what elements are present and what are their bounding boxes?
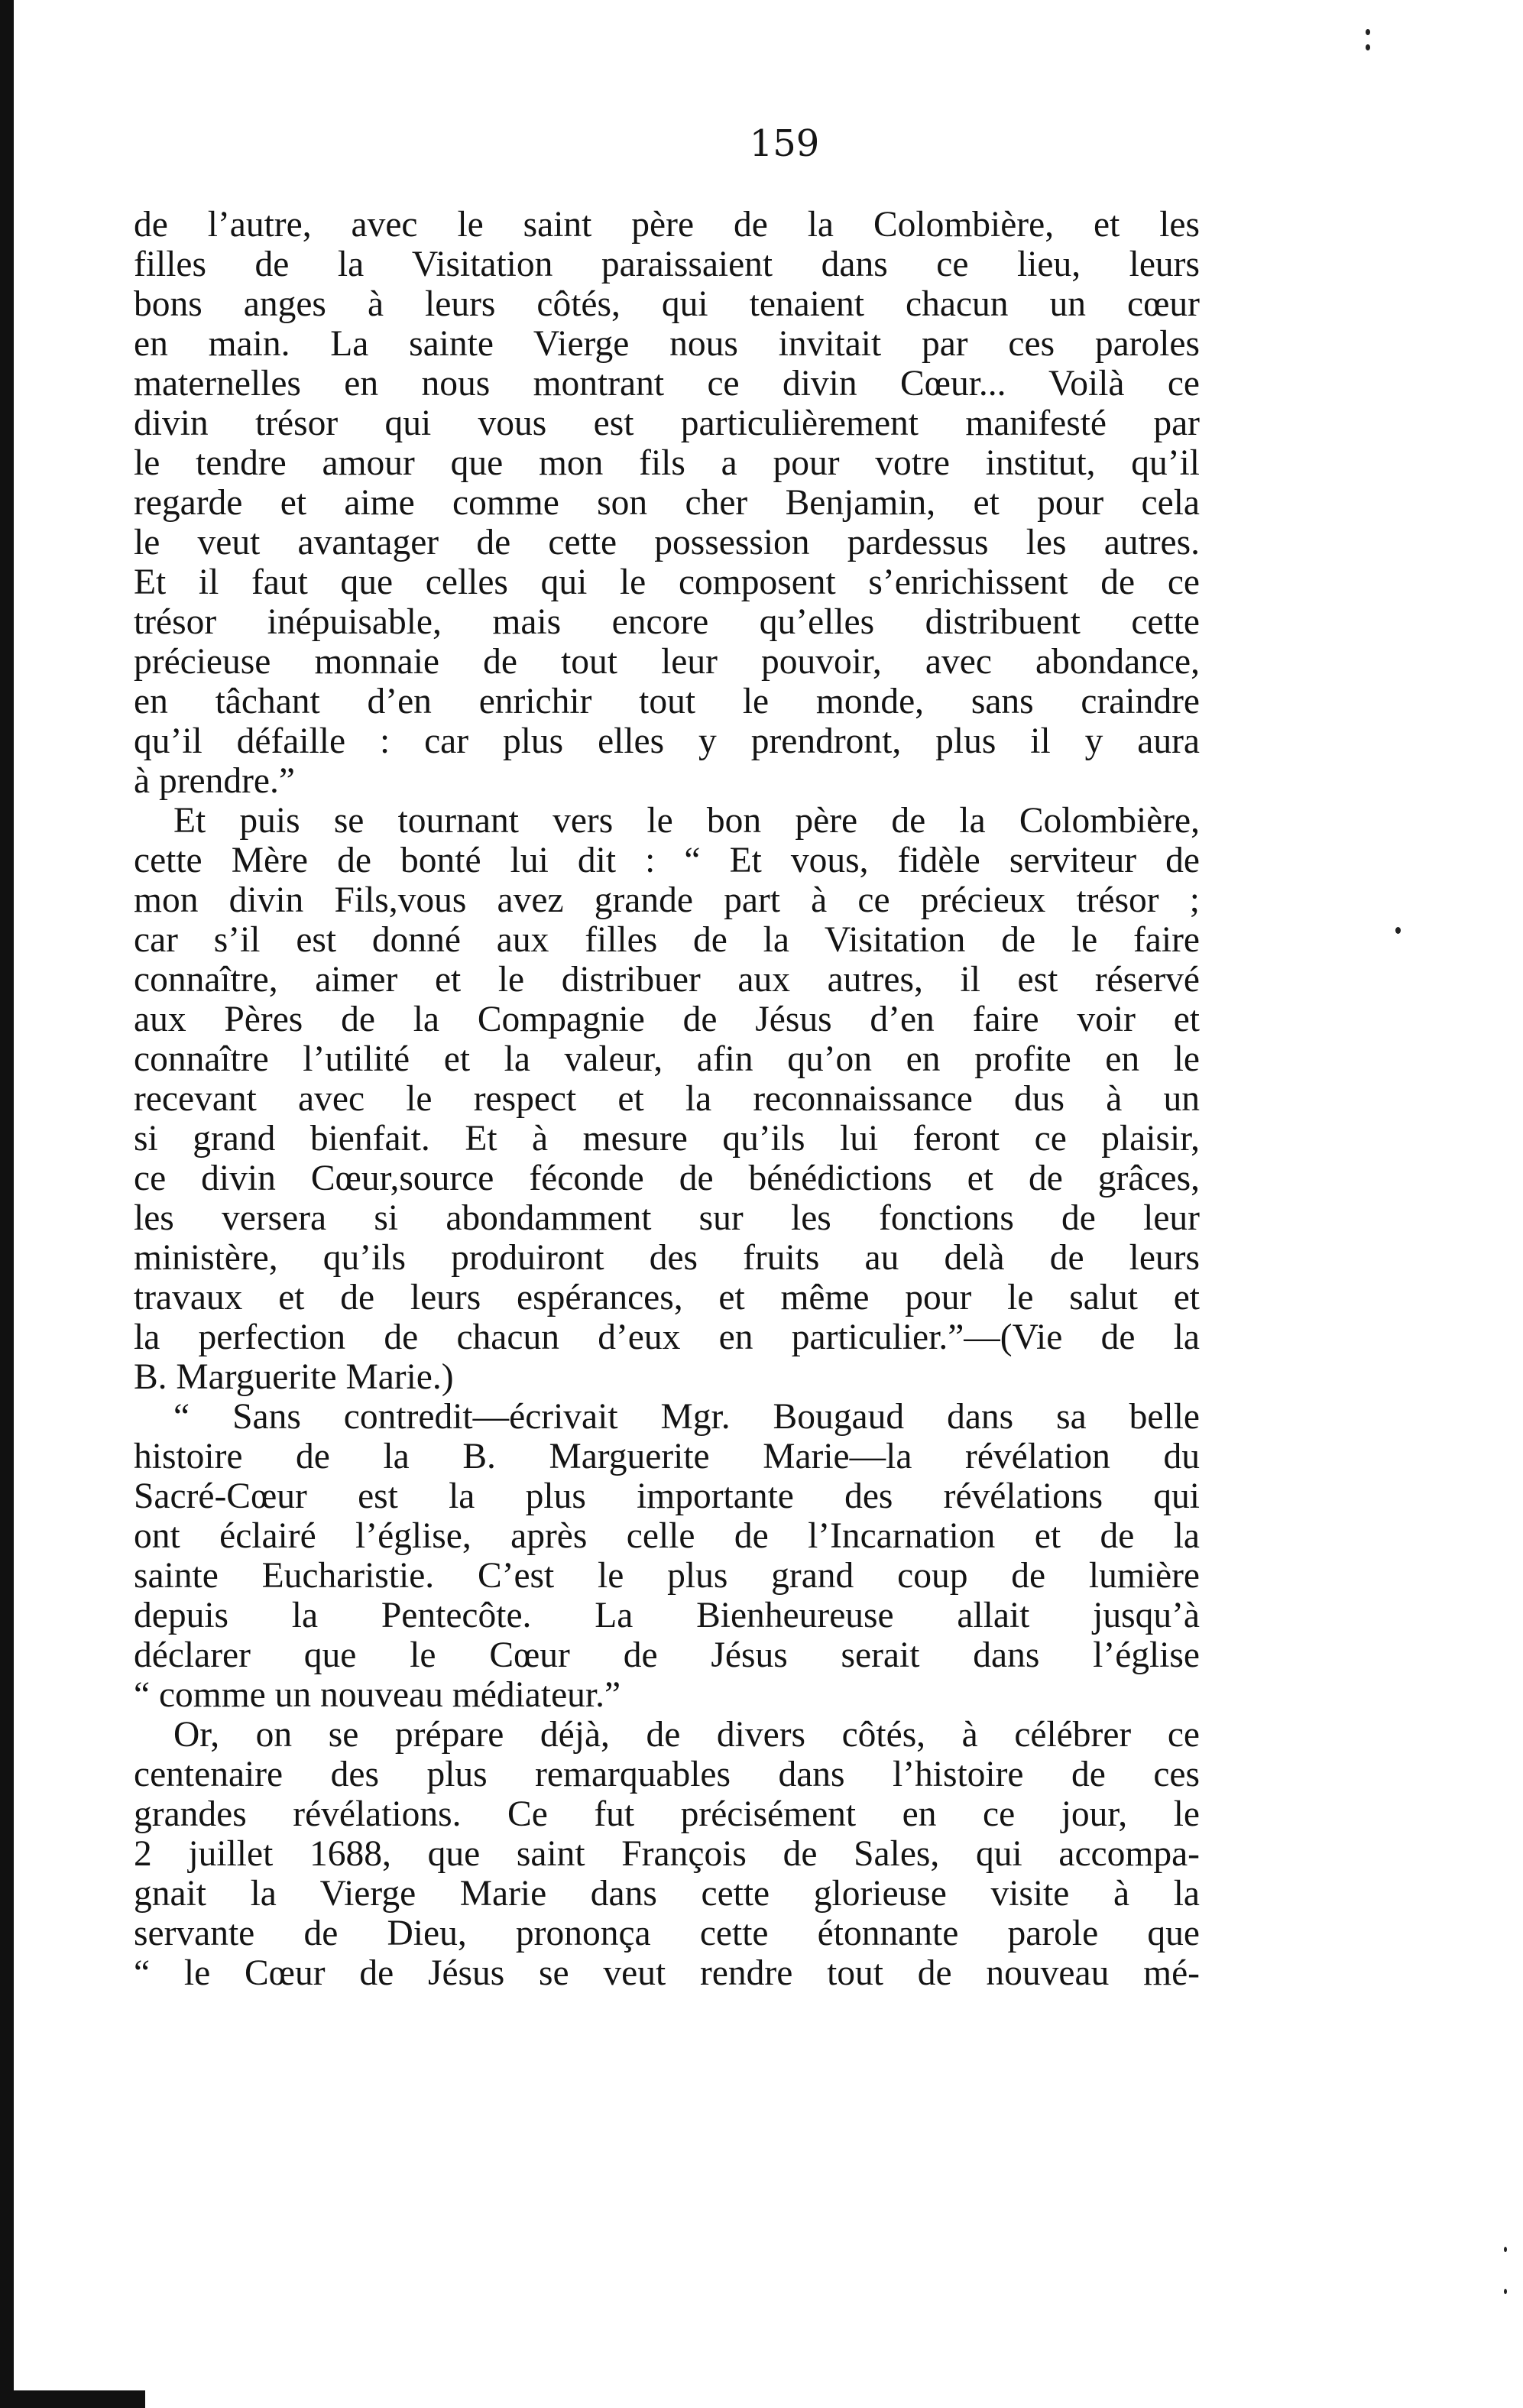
text-line: si grand bienfait. Et à mesure qu’ils lui feront ce plaisir, <box>134 1119 1200 1159</box>
text-line: depuis la Pentecôte. La Bienheureuse allait jusqu’à <box>134 1596 1200 1635</box>
text-line: qu’il défaille : car plus elles y prendront, plus il y aura <box>134 721 1200 761</box>
text-line: gnait la Vierge Marie dans cette glorieuse visite à la <box>134 1874 1200 1914</box>
text-line: centenaire des plus remarquables dans l’histoire de ces <box>134 1755 1200 1794</box>
binding-edge <box>0 0 14 2408</box>
text-line: maternelles en nous montrant ce divin Cœur... Voilà ce <box>134 364 1200 403</box>
text-line: recevant avec le respect et la reconnaissance dus à un <box>134 1079 1200 1119</box>
text-line: Or, on se prépare déjà, de divers côtés, à célébrer ce <box>173 1715 1200 1755</box>
text-line: en main. La sainte Vierge nous invitait par ces paroles <box>134 324 1200 364</box>
text-line: la perfection de chacun d’eux en particulier.”—(Vie de la <box>134 1317 1200 1357</box>
text-line: “ comme un nouveau médiateur.” <box>134 1675 621 1715</box>
text-line: précieuse monnaie de tout leur pouvoir, avec abondance, <box>134 642 1200 682</box>
text-line: bons anges à leurs côtés, qui tenaient chacun un cœur <box>134 284 1200 324</box>
text-line: B. Marguerite Marie.) <box>134 1357 454 1397</box>
text-line: “ Sans contredit—écrivait Mgr. Bougaud dans sa belle <box>173 1397 1200 1437</box>
text-line: cette Mère de bonté lui dit : “ Et vous, fidèle serviteur de <box>134 841 1200 880</box>
text-line: connaître, aimer et le distribuer aux autres, il est réservé <box>134 960 1200 1000</box>
page-number: 159 <box>749 122 820 165</box>
text-line: servante de Dieu, prononça cette étonnante parole que <box>134 1914 1200 1953</box>
text-line: travaux et de leurs espérances, et même pour le salut et <box>134 1278 1200 1317</box>
text-line: ce divin Cœur,source féconde de bénédictions et de grâces, <box>134 1159 1200 1198</box>
text-line: filles de la Visitation paraissaient dans ce lieu, leurs <box>134 245 1200 284</box>
text-line: regarde et aime comme son cher Benjamin, et pour cela <box>134 483 1200 523</box>
text-line: histoire de la B. Marguerite Marie—la révélation du <box>134 1437 1200 1476</box>
text-line: sainte Eucharistie. C’est le plus grand coup de lumière <box>134 1556 1200 1596</box>
speck-mark <box>1395 927 1401 934</box>
body-text <box>134 205 1200 1993</box>
text-line: mon divin Fils,vous avez grande part à ce précieux trésor ; <box>134 880 1200 920</box>
text-line: en tâchant d’en enrichir tout le monde, sans craindre <box>134 682 1200 721</box>
text-line: grandes révélations. Ce fut précisément en ce jour, le <box>134 1794 1200 1834</box>
speck-mark <box>1366 29 1370 35</box>
speck-mark <box>1366 44 1370 50</box>
text-line: Et puis se tournant vers le bon père de la Colombière, <box>173 801 1200 841</box>
text-line: à prendre.” <box>134 761 295 801</box>
text-line: connaître l’utilité et la valeur, afin qu’on en profite en le <box>134 1039 1200 1079</box>
text-line: aux Pères de la Compagnie de Jésus d’en faire voir et <box>134 1000 1200 1039</box>
text-line: les versera si abondamment sur les fonctions de leur <box>134 1198 1200 1238</box>
text-line: le tendre amour que mon fils a pour votre institut, qu’il <box>134 443 1200 483</box>
speck-mark <box>1504 2289 1507 2294</box>
text-line: le veut avantager de cette possession pardessus les autres. <box>134 523 1200 562</box>
speck-mark <box>1504 2247 1507 2252</box>
text-line: de l’autre, avec le saint père de la Colombière, et les <box>134 205 1200 245</box>
text-line: trésor inépuisable, mais encore qu’elles distribuent cette <box>134 602 1200 642</box>
text-line: Sacré-Cœur est la plus importante des révélations qui <box>134 1476 1200 1516</box>
text-line: Et il faut que celles qui le composent s’enrichissent de ce <box>134 562 1200 602</box>
text-line: ont éclairé l’église, après celle de l’Incarnation et de la <box>134 1516 1200 1556</box>
binding-foot <box>0 2390 145 2408</box>
text-line: “ le Cœur de Jésus se veut rendre tout de nouveau mé- <box>134 1953 1200 1993</box>
text-line: 2 juillet 1688, que saint François de Sales, qui accompa- <box>134 1834 1200 1874</box>
text-line: ministère, qu’ils produiront des fruits au delà de leurs <box>134 1238 1200 1278</box>
text-line: divin trésor qui vous est particulièrement manifesté par <box>134 403 1200 443</box>
text-line: car s’il est donné aux filles de la Visitation de le faire <box>134 920 1200 960</box>
text-line: déclarer que le Cœur de Jésus serait dans l’église <box>134 1635 1200 1675</box>
